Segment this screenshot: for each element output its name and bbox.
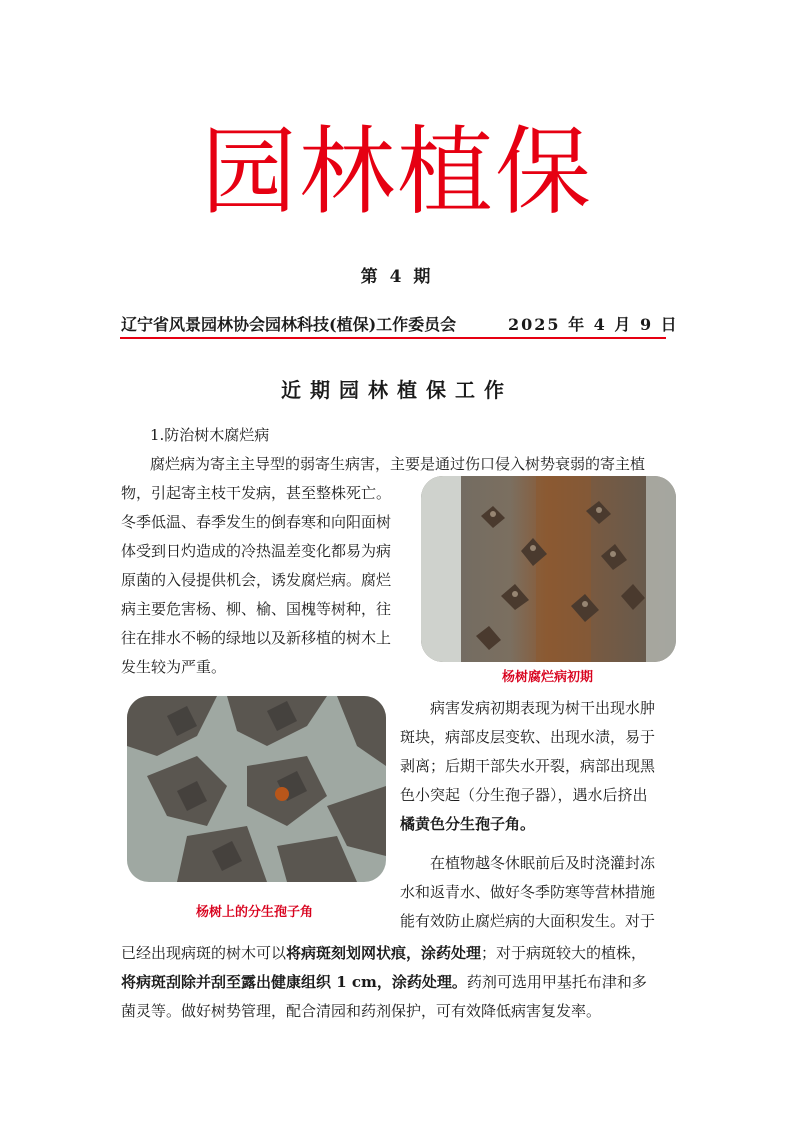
masthead-title: 园林植保 xyxy=(201,116,593,228)
paragraph-line: 剥离；后期干部失水开裂，病部出现黑 xyxy=(400,757,656,775)
poplar-spore-horn-photo xyxy=(127,696,386,882)
paragraph-line: 菌灵等。做好树势管理，配合清园和药剂保护，可有效降低病害复发率。 xyxy=(121,1002,602,1020)
paragraph-line: 原菌的入侵提供机会，诱发腐烂病。腐烂 xyxy=(121,571,392,589)
text-span: ；对于病斑较大的植株， xyxy=(481,944,647,962)
paragraph-line: 物，引起寄主枝干发病，甚至整株死亡。 xyxy=(121,484,392,502)
publish-date: 2025 年 4 月 9 日 xyxy=(508,315,679,334)
paragraph-line: 斑块，病部皮层变软、出现水渍，易于 xyxy=(400,728,656,746)
paragraph-line: 冬季低温、春季发生的倒春寒和向阳面树 xyxy=(121,513,392,531)
paragraph-line: 在植物越冬休眠前后及时浇灌封冻 xyxy=(430,854,656,872)
figure-caption: 杨树上的分生孢子角 xyxy=(196,905,314,920)
header-divider xyxy=(120,337,666,339)
paragraph-line: 体受到日灼造成的冷热温差变化都易为病 xyxy=(121,542,392,560)
publisher-name: 辽宁省风景园林协会园林科技(植保)工作委员会 xyxy=(121,315,457,334)
paragraph-line: 橘黄色分生孢子角。 xyxy=(400,815,536,833)
paragraph-line: 病害发病初期表现为树干出现水肿 xyxy=(430,699,656,717)
bold-text-span: 将病斑刻划网状痕，涂药处理 xyxy=(286,944,482,962)
paragraph-line: 发生较为严重。 xyxy=(121,658,227,676)
paragraph-line: 色小突起（分生孢子器），遇水后挤出 xyxy=(400,786,648,804)
section-title: 近期园林植保工作 xyxy=(281,378,513,402)
figure-caption: 杨树腐烂病初期 xyxy=(502,670,594,685)
paragraph-line: 水和返青水、做好冬季防寒等营林措施 xyxy=(400,883,656,901)
text-span: 药剂可选用甲基托布津和多 xyxy=(466,973,647,991)
poplar-canker-early-photo xyxy=(421,476,676,662)
bold-text-span: 将病斑刮除并刮至露出健康组织 1 cm，涂药处理。 xyxy=(121,973,467,991)
text-span: 已经出现病斑的树木可以 xyxy=(121,944,287,962)
paragraph-line: 往在排水不畅的绿地以及新移植的树木上 xyxy=(121,629,392,647)
article-heading: 1.防治树木腐烂病 xyxy=(150,426,270,444)
paragraph-line: 病主要危害杨、柳、榆、国槐等树种，往 xyxy=(121,600,392,618)
paragraph-line: 能有效防止腐烂病的大面积发生。对于 xyxy=(400,912,656,930)
issue-number: 第 4 期 xyxy=(360,267,434,287)
paragraph-line xyxy=(121,968,647,997)
paragraph-line: 腐烂病为寄主主导型的弱寄生病害，主要是通过伤口侵入树势衰弱的寄主植 xyxy=(150,455,646,473)
paragraph-line xyxy=(121,939,646,968)
